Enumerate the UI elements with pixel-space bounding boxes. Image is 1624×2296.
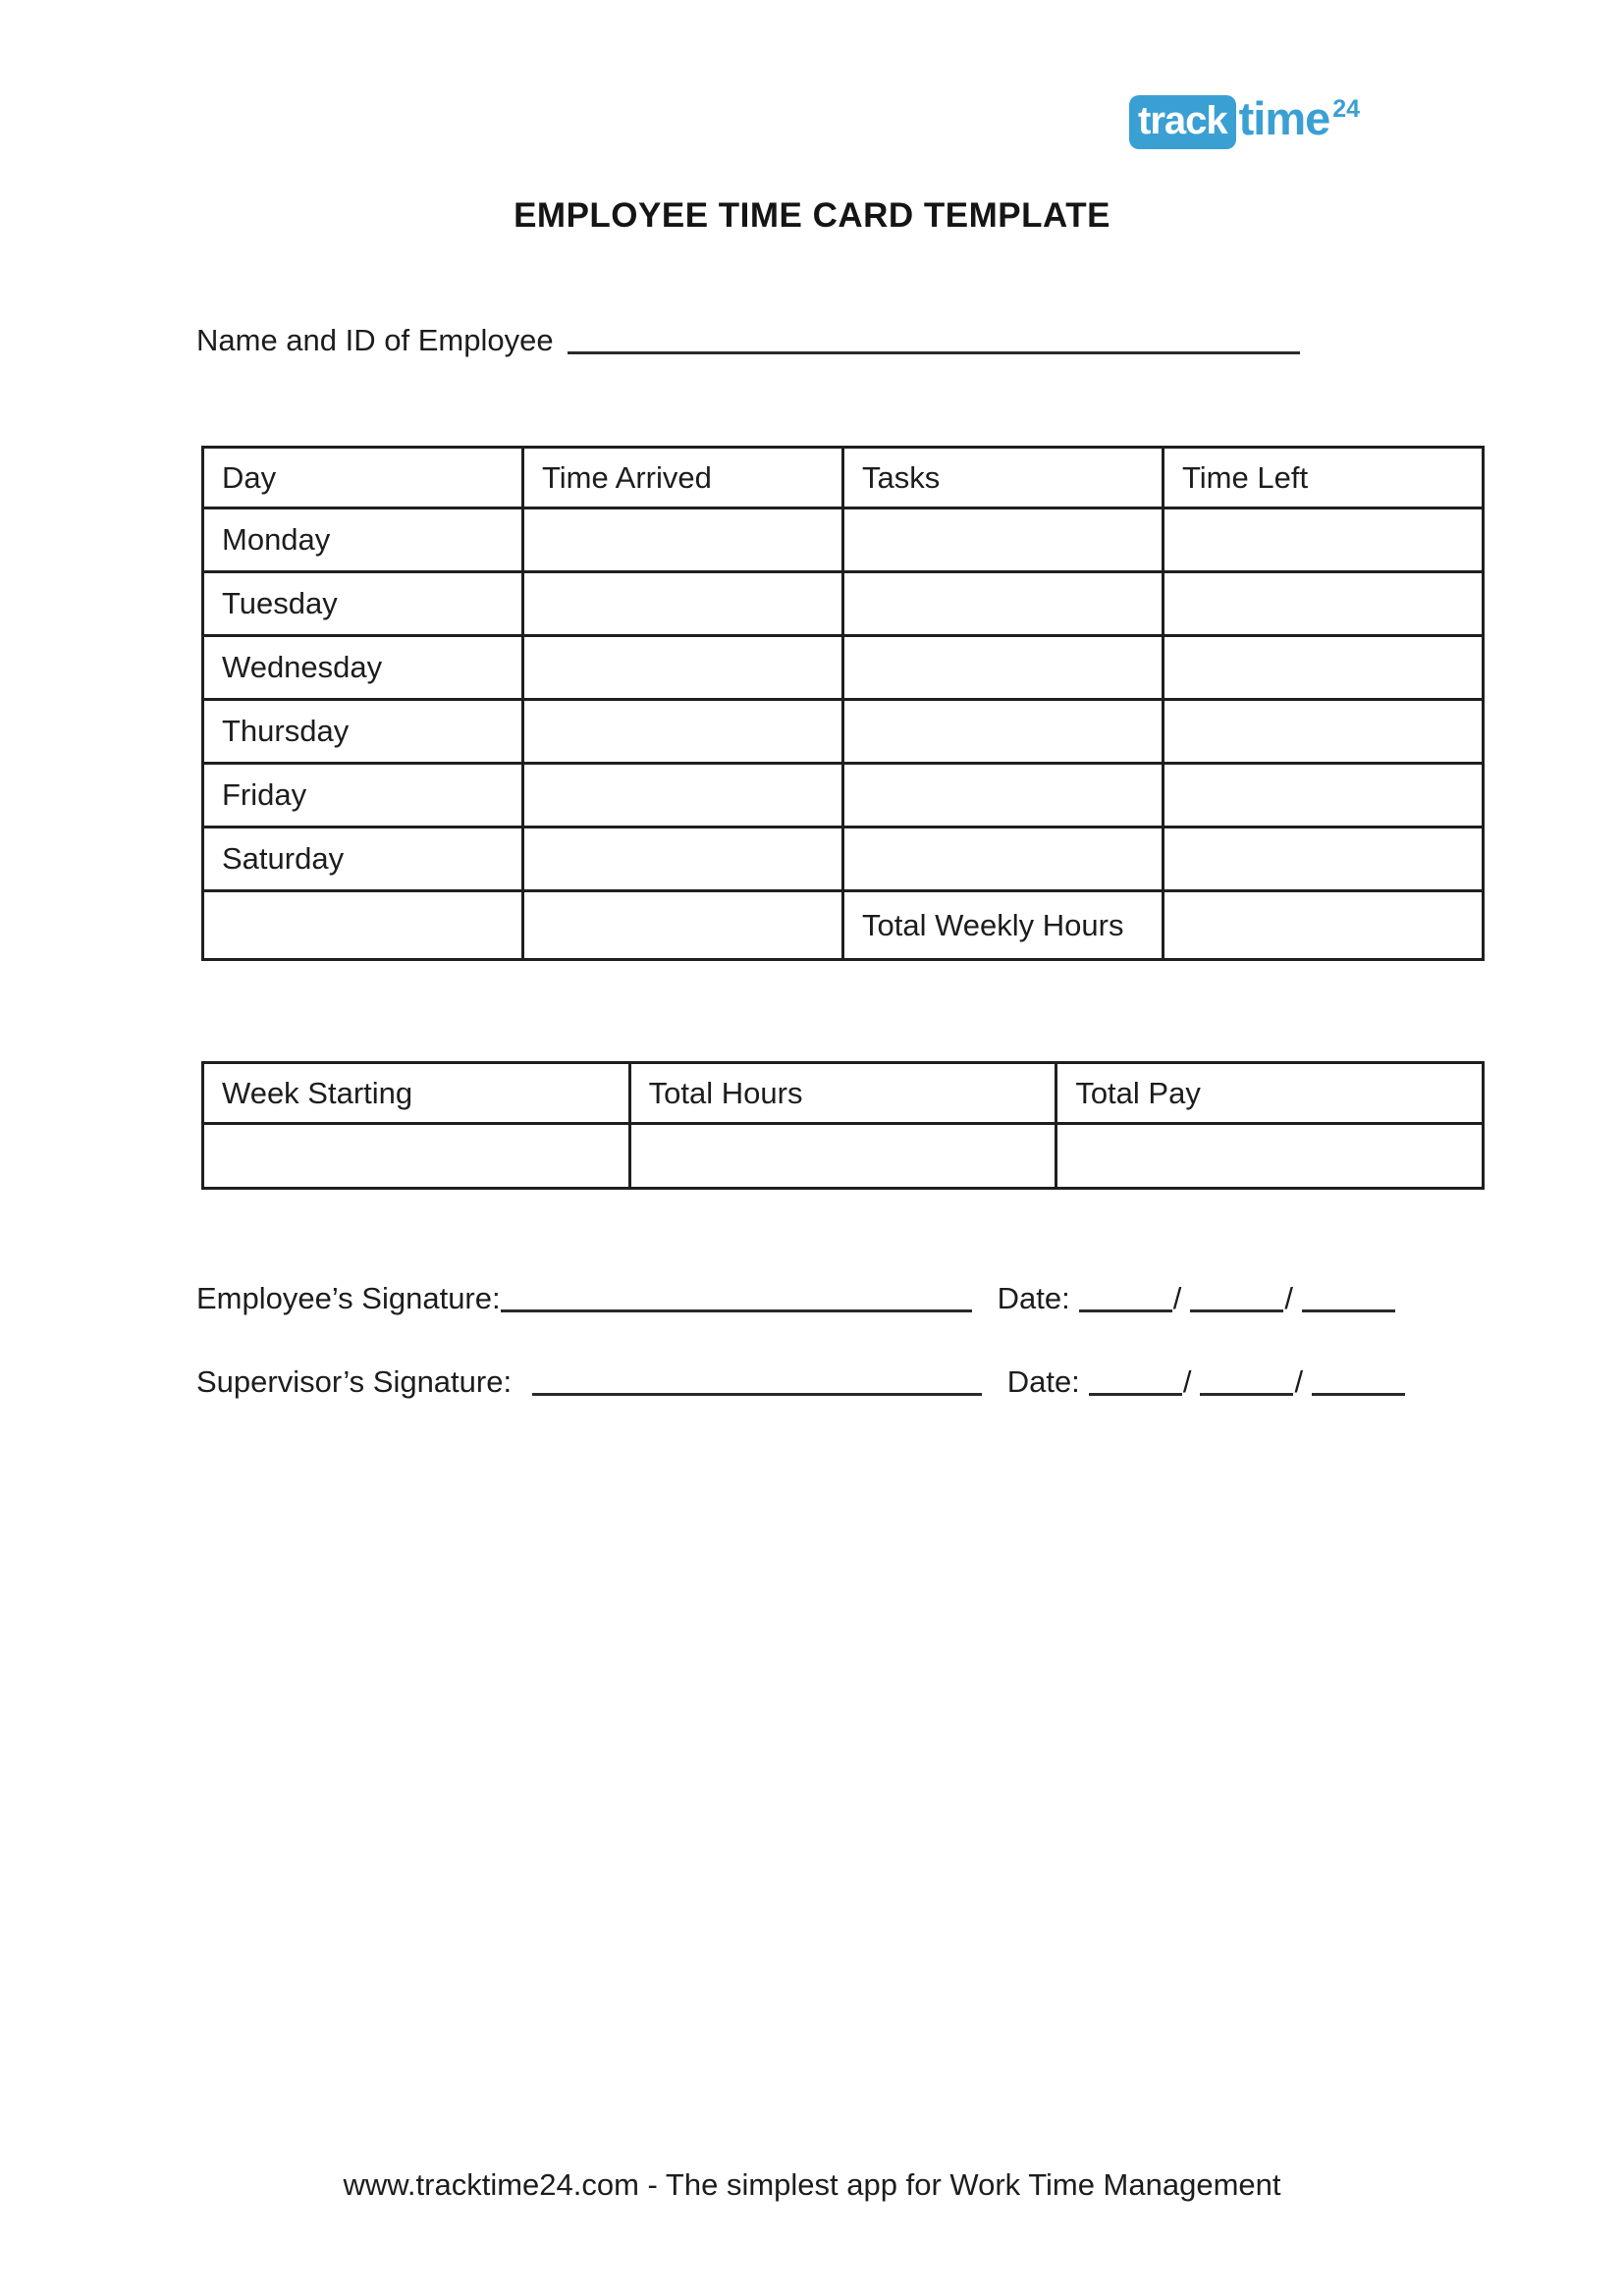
summary-data-row xyxy=(203,1124,1484,1189)
timecard-cell xyxy=(843,764,1164,828)
timecard-cell xyxy=(1164,700,1484,764)
timecard-row-tuesday xyxy=(203,572,1484,636)
timecard-row-thursday xyxy=(203,700,1484,764)
name-underline xyxy=(568,351,1300,354)
date-year-line xyxy=(1302,1309,1395,1312)
timecard-cell xyxy=(1164,508,1484,572)
supervisor-signature-row xyxy=(196,1358,1405,1399)
column-header-tasks: Tasks xyxy=(843,448,1164,508)
timecard-cell xyxy=(843,700,1164,764)
logo-superscript-24: 24 xyxy=(1332,95,1361,123)
timecard-row-saturday xyxy=(203,828,1484,891)
timecard-table xyxy=(201,446,1485,961)
date-separator: / xyxy=(1182,1364,1192,1400)
date-label: Date: xyxy=(1006,1363,1080,1399)
summary-cell xyxy=(1056,1124,1484,1189)
supervisor-signature-line xyxy=(532,1393,982,1396)
page-title: EMPLOYEE TIME CARD TEMPLATE xyxy=(514,196,1110,235)
column-header-time-left: Time Left xyxy=(1164,448,1484,508)
column-header-day: Day xyxy=(203,448,523,508)
column-header-total-pay: Total Pay xyxy=(1056,1063,1484,1124)
timecard-cell xyxy=(523,891,843,960)
timecard-cell xyxy=(843,508,1164,572)
date-month-line xyxy=(1190,1309,1283,1312)
timecard-total-row xyxy=(203,891,1484,960)
timecard-cell xyxy=(203,891,523,960)
date-label: Date: xyxy=(997,1280,1070,1315)
summary-header-row xyxy=(203,1063,1484,1124)
date-day-line xyxy=(1089,1393,1182,1396)
summary-cell xyxy=(203,1124,630,1189)
logo-time-text: time xyxy=(1238,92,1330,144)
timecard-cell xyxy=(523,636,843,700)
day-cell: Wednesday xyxy=(203,636,523,700)
summary-cell xyxy=(629,1124,1056,1189)
name-field-label: Name and ID of Employee xyxy=(196,322,554,357)
total-weekly-hours-label: Total Weekly Hours xyxy=(843,891,1164,960)
timecard-cell xyxy=(523,828,843,891)
timecard-cell xyxy=(843,828,1164,891)
day-cell: Tuesday xyxy=(203,572,523,636)
day-cell: Thursday xyxy=(203,700,523,764)
timecard-cell xyxy=(523,764,843,828)
total-weekly-hours-value-cell xyxy=(1164,891,1484,960)
day-cell: Monday xyxy=(203,508,523,572)
supervisor-signature-label: Supervisor’s Signature: xyxy=(196,1363,520,1399)
day-cell: Friday xyxy=(203,764,523,828)
logo-track-badge: track xyxy=(1129,95,1236,149)
column-header-week-starting: Week Starting xyxy=(203,1063,630,1124)
timecard-cell xyxy=(1164,636,1484,700)
day-cell: Saturday xyxy=(203,828,523,891)
timecard-cell xyxy=(1164,764,1484,828)
timecard-cell xyxy=(843,572,1164,636)
timecard-cell xyxy=(523,700,843,764)
date-year-line xyxy=(1312,1393,1405,1396)
date-day-line xyxy=(1079,1309,1172,1312)
employee-signature-row xyxy=(196,1274,1395,1315)
employee-signature-line xyxy=(501,1309,972,1312)
column-header-time-arrived: Time Arrived xyxy=(523,448,843,508)
timecard-header-row xyxy=(203,448,1484,508)
timecard-row-friday xyxy=(203,764,1484,828)
timecard-row-monday xyxy=(203,508,1484,572)
date-separator: / xyxy=(1284,1281,1293,1316)
timecard-cell xyxy=(1164,572,1484,636)
date-month-line xyxy=(1200,1393,1293,1396)
date-separator: / xyxy=(1172,1281,1182,1316)
summary-table xyxy=(201,1061,1485,1190)
name-field-row xyxy=(196,316,1300,357)
timecard-cell xyxy=(843,636,1164,700)
brand-logo xyxy=(1129,90,1360,149)
timecard-cell xyxy=(1164,828,1484,891)
timecard-row-wednesday xyxy=(203,636,1484,700)
timecard-cell xyxy=(523,508,843,572)
employee-signature-label: Employee’s Signature: xyxy=(196,1280,501,1315)
column-header-total-hours: Total Hours xyxy=(629,1063,1056,1124)
timecard-cell xyxy=(523,572,843,636)
date-separator: / xyxy=(1294,1364,1304,1400)
footer-text: www.tracktime24.com - The simplest app for Work Time Management xyxy=(343,2167,1281,2202)
